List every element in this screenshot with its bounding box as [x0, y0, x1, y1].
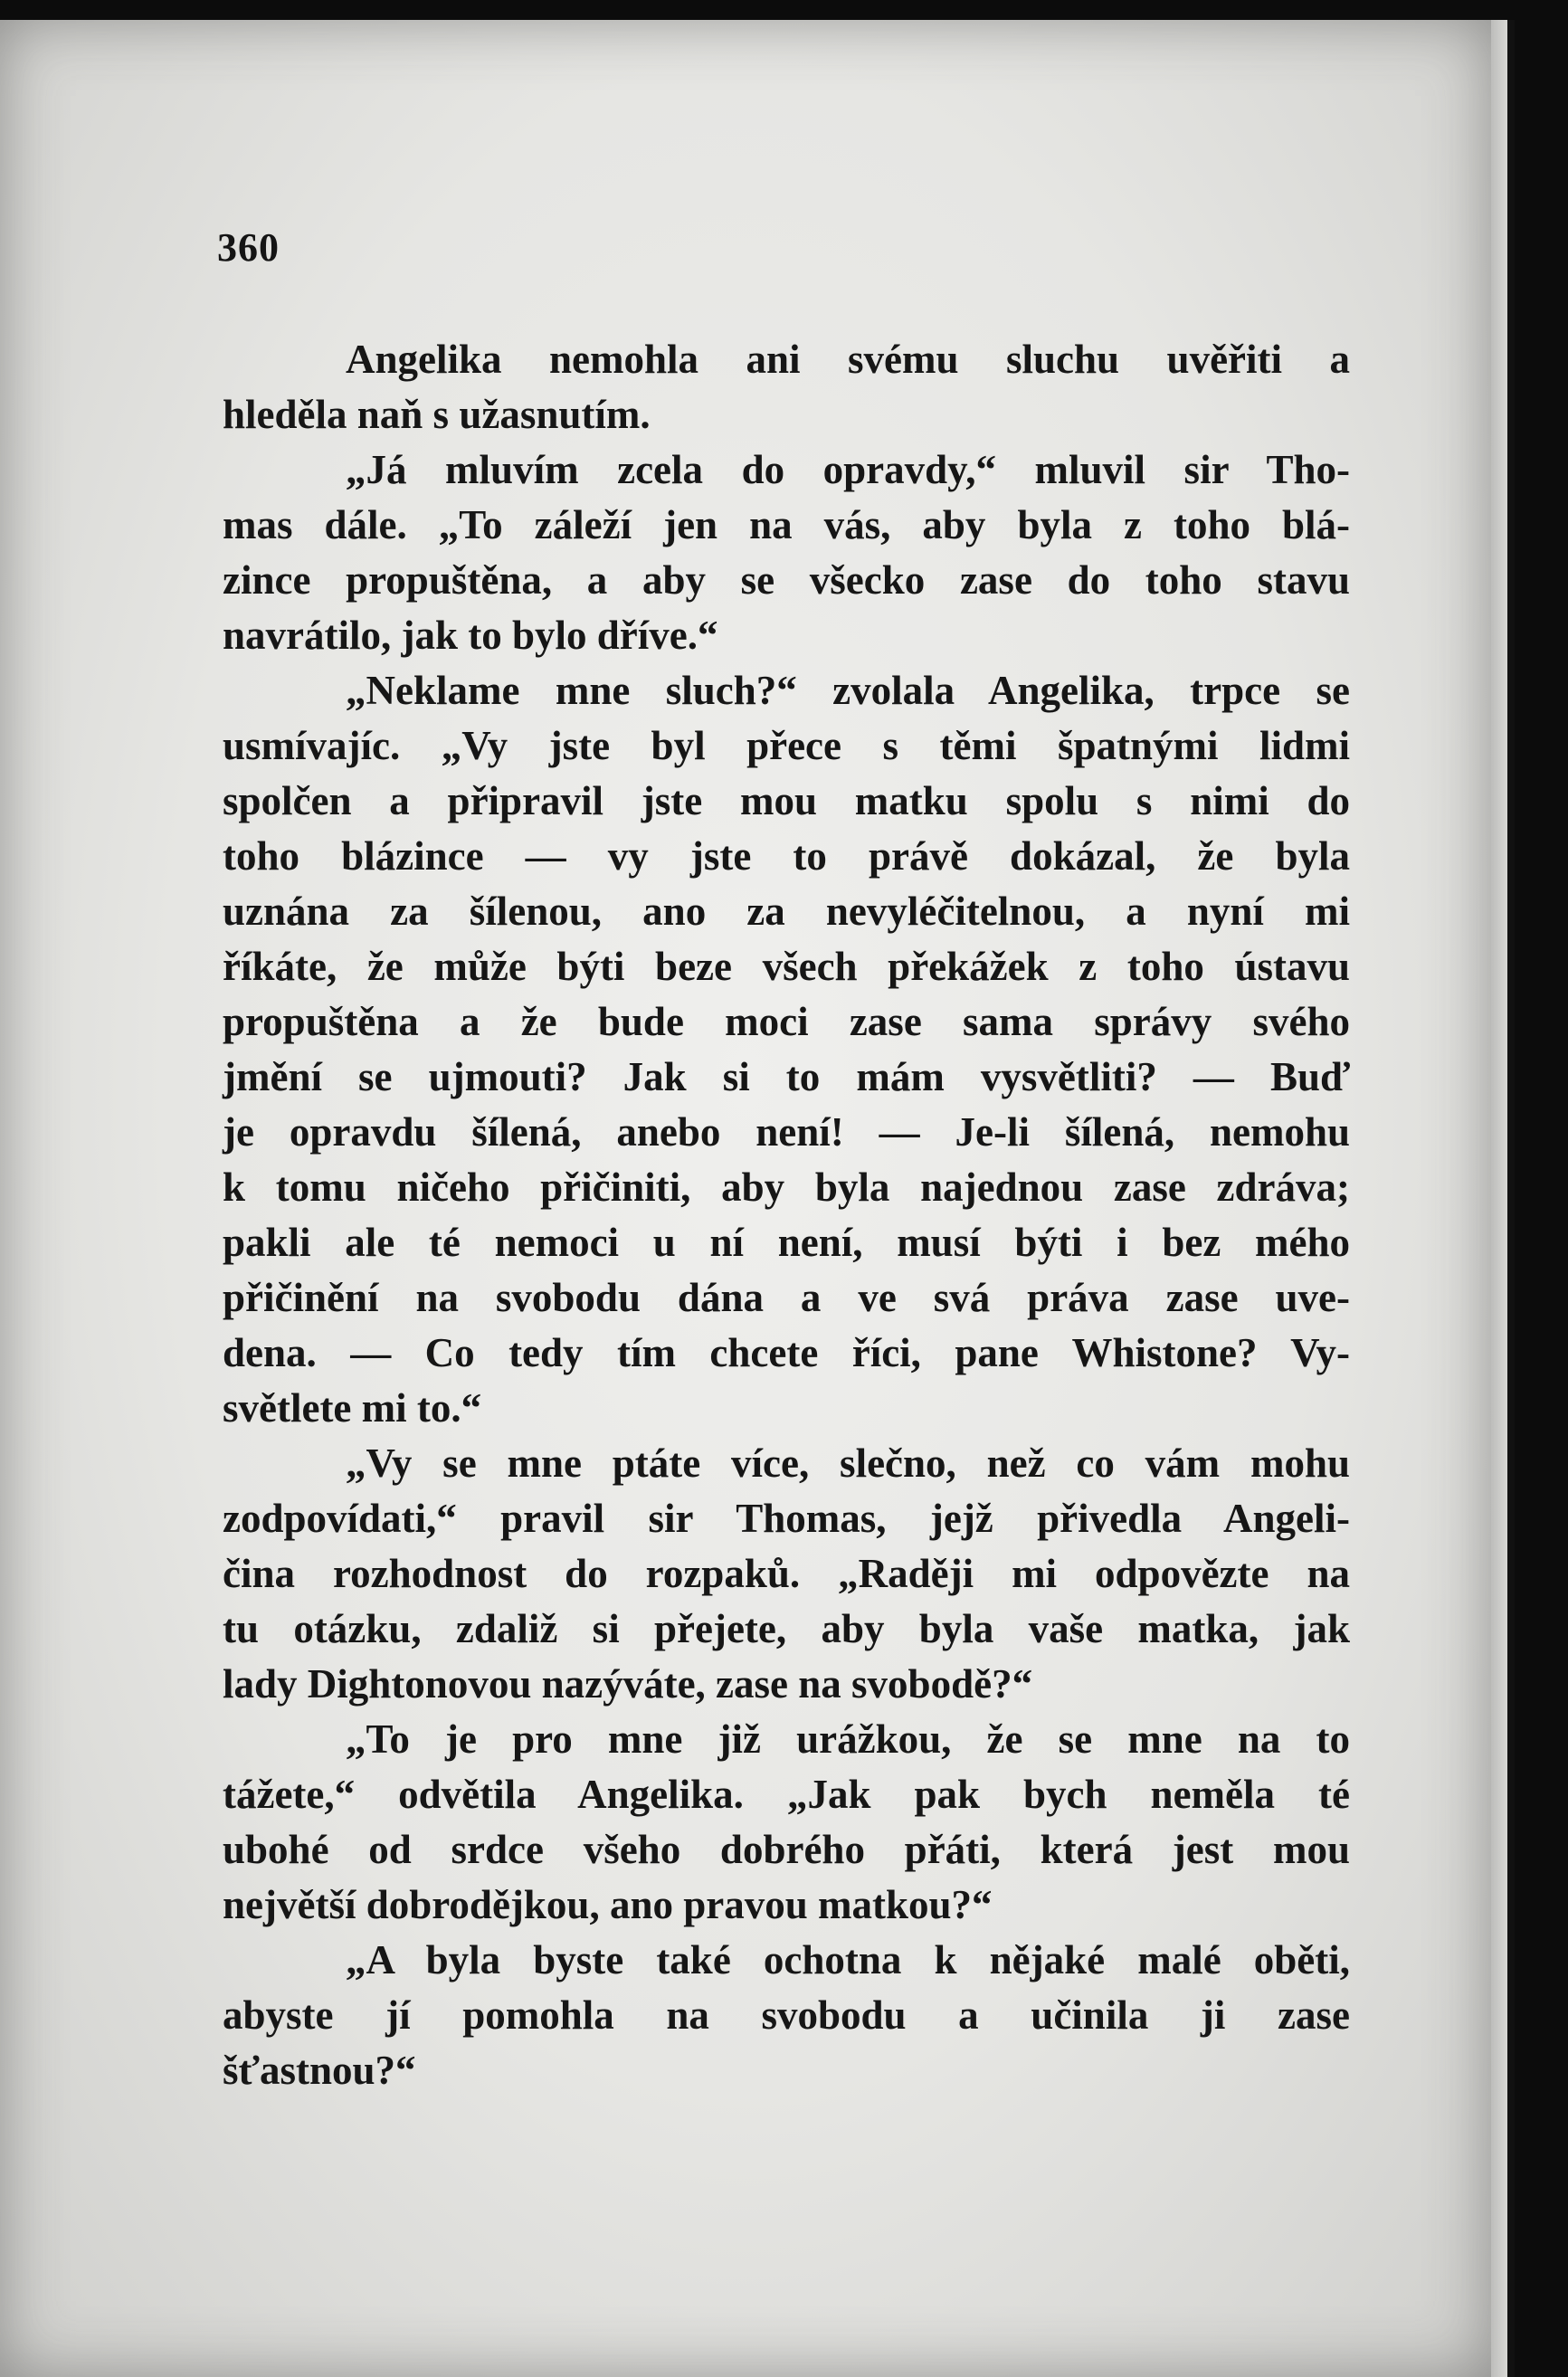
text-line: usmívajíc. „Vy jste byl přece s těmi špatnými lidmi: [223, 723, 1350, 768]
text-line: lady Dightonovou nazýváte, zase na svobodě?“: [223, 1661, 1033, 1707]
text-line: světlete mi to.“: [223, 1385, 482, 1431]
text-line: k tomu ničeho přičiniti, aby byla najednou zase zdráva;: [223, 1165, 1350, 1210]
text-line: uznána za šílenou, ano za nevyléčitelnou, a nyní mi: [223, 889, 1350, 934]
text-line: „Neklame mne sluch?“ zvolala Angelika, trpce se: [346, 668, 1350, 713]
text-line: hleděla naň s užasnutím.: [223, 392, 651, 437]
text-line: říkáte, že může býti beze všech překážek z toho ústavu: [223, 944, 1350, 989]
text-line: toho blázince — vy jste to právě dokázal, že byla: [223, 833, 1350, 879]
text-line: tu otázku, zdaliž si přejete, aby byla vaše matka, jak: [223, 1606, 1350, 1651]
text-line: přičinění na svobodu dána a ve svá práva zase uve-: [223, 1275, 1350, 1320]
text-line: spolčen a připravil jste mou matku spolu s nimi do: [223, 778, 1350, 823]
text-line: šťastnou?“: [223, 2048, 416, 2093]
text-line: „Vy se mne ptáte více, slečno, než co vám mohu: [346, 1440, 1350, 1486]
text-line: zodpovídati,“ pravil sir Thomas, jejž přivedla Angeli-: [223, 1496, 1350, 1541]
body-text: [223, 332, 1350, 2098]
text-line: pakli ale té nemoci u ní není, musí býti i bez mého: [223, 1220, 1350, 1265]
text-line: „A byla byste také ochotna k nějaké malé oběti,: [346, 1937, 1350, 1982]
text-line: Angelika nemohla ani svému sluchu uvěřiti a: [346, 337, 1350, 382]
text-line: zince propuštěna, a aby se všecko zase do toho stavu: [223, 557, 1350, 603]
text-line: dena. — Co tedy tím chcete říci, pane Whistone? Vy-: [223, 1330, 1350, 1375]
binding-shadow: [1507, 20, 1515, 2377]
text-line: „Já mluvím zcela do opravdy,“ mluvil sir Tho-: [346, 447, 1350, 492]
text-line: abyste jí pomohla na svobodu a učinila ji zase: [223, 1992, 1350, 2038]
book-page: [0, 20, 1491, 2377]
text-line: čina rozhodnost do rozpaků. „Raději mi odpovězte na: [223, 1551, 1350, 1596]
page-number: 360: [217, 225, 280, 270]
text-line: mas dále. „To záleží jen na vás, aby byla z toho blá-: [223, 502, 1350, 547]
text-line: propuštěna a že bude moci zase sama správy svého: [223, 999, 1350, 1044]
text-line: jmění se ujmouti? Jak si to mám vysvětliti? — Buď: [223, 1054, 1350, 1099]
text-line: „To je pro mne již urážkou, že se mne na to: [346, 1716, 1350, 1762]
text-line: největší dobrodějkou, ano pravou matkou?“: [223, 1882, 993, 1927]
text-line: navrátilo, jak to bylo dříve.“: [223, 613, 718, 658]
text-line: ubohé od srdce všeho dobrého přáti, která jest mou: [223, 1827, 1350, 1872]
text-line: je opravdu šílená, anebo není! — Je-li šílená, nemohu: [223, 1109, 1350, 1155]
page-edge: [1491, 20, 1507, 2377]
text-line: tážete,“ odvětila Angelika. „Jak pak bych neměla té: [223, 1772, 1350, 1817]
